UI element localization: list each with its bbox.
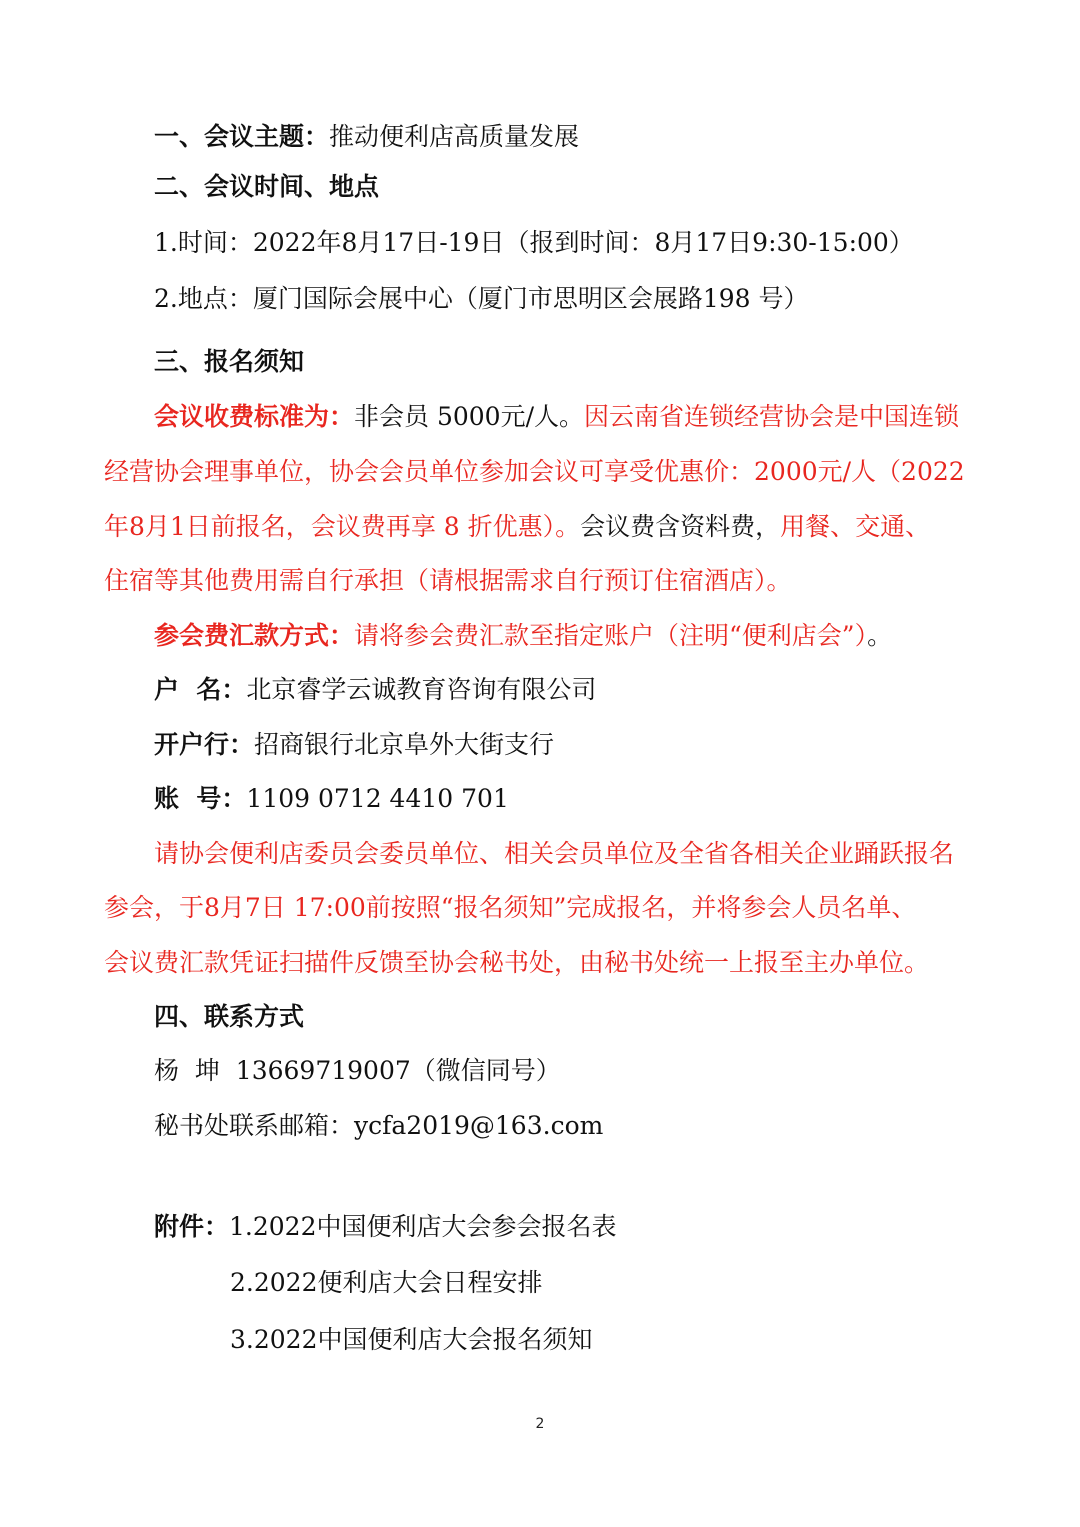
fee-line-4: 住宿等其他费用需自行承担（请根据需求自行预订住宿酒店）。 — [104, 566, 792, 595]
remit-text: 请将参会费汇款至指定账户（注明“便利店会”） — [354, 621, 868, 650]
contact-person: 杨 坤 13669719007（微信同号） — [154, 1056, 561, 1085]
notice-line-1: 请协会便利店委员会委员单位、相关会员单位及全省各相关企业踊跃报名 — [154, 839, 955, 868]
fee-line-2: 经营协会理事单位，协会会员单位参加会议可享受优惠价：2000元/人（2022 — [104, 457, 965, 486]
meeting-time: 1.时间：2022年8月17日-19日（报到时间：8月17日9:30-15:00） — [154, 228, 914, 257]
theme-text: 推动便利店高质量发展 — [329, 122, 580, 151]
account-number-label: 账 号： — [154, 784, 247, 813]
notice-line-3: 会议费汇款凭证扫描件反馈至协会秘书处，由秘书处统一上报至主办单位。 — [104, 948, 930, 977]
fee-red-1: 因云南省连锁经营协会是中国连锁 — [584, 402, 960, 431]
section-theme — [154, 120, 579, 154]
account-name: 北京睿学云诚教育咨询有限公司 — [246, 675, 597, 704]
account-name-label: 户 名： — [154, 675, 247, 704]
section-heading-registration: 三、报名须知 — [154, 347, 305, 376]
account-name-line — [154, 673, 596, 707]
meeting-place: 2.地点：厦门国际会展中心（厦门市思明区会展路198 号） — [154, 284, 809, 313]
page-number: 2 — [535, 1416, 545, 1432]
remit-end: 。 — [867, 621, 893, 650]
remit-line — [154, 619, 892, 653]
section-heading-time-place: 二、会议时间、地点 — [154, 172, 380, 201]
contact-email: 秘书处联系邮箱：ycfa2019@163.com — [154, 1111, 604, 1140]
attachment-line-1 — [154, 1210, 617, 1244]
attachment-item: 1.2022中国便利店大会参会报名表 — [229, 1212, 617, 1241]
remit-label: 参会费汇款方式： — [154, 621, 355, 650]
fee-red-3: 年8月1日前报名，会议费再享 8 折优惠）。 — [104, 512, 581, 541]
fee-line-1 — [154, 400, 959, 434]
fee-label: 会议收费标准为： — [154, 402, 355, 431]
fee-red-3b: 用餐、交通、 — [780, 512, 931, 541]
account-number: 1109 0712 4410 701 — [246, 784, 509, 813]
section-heading-contact: 四、联系方式 — [154, 1002, 305, 1031]
fee-black-3: 会议费含资料费， — [580, 512, 781, 541]
account-number-line — [154, 782, 509, 816]
section-heading-theme: 一、会议主题： — [154, 122, 330, 151]
attachment-item: 2.2022便利店大会日程安排 — [230, 1268, 543, 1297]
attachments-label: 附件： — [154, 1212, 230, 1241]
notice-line-2: 参会，于8月7日 17:00前按照“报名须知”完成报名，并将参会人员名单、 — [104, 893, 917, 922]
bank-label: 开户行： — [154, 730, 255, 759]
bank-name: 招商银行北京阜外大街支行 — [254, 730, 555, 759]
fee-value: 非会员 5000元/人。 — [354, 402, 585, 431]
bank-line — [154, 728, 554, 762]
fee-line-3 — [104, 510, 930, 544]
attachment-item: 3.2022中国便利店大会报名须知 — [230, 1325, 593, 1354]
